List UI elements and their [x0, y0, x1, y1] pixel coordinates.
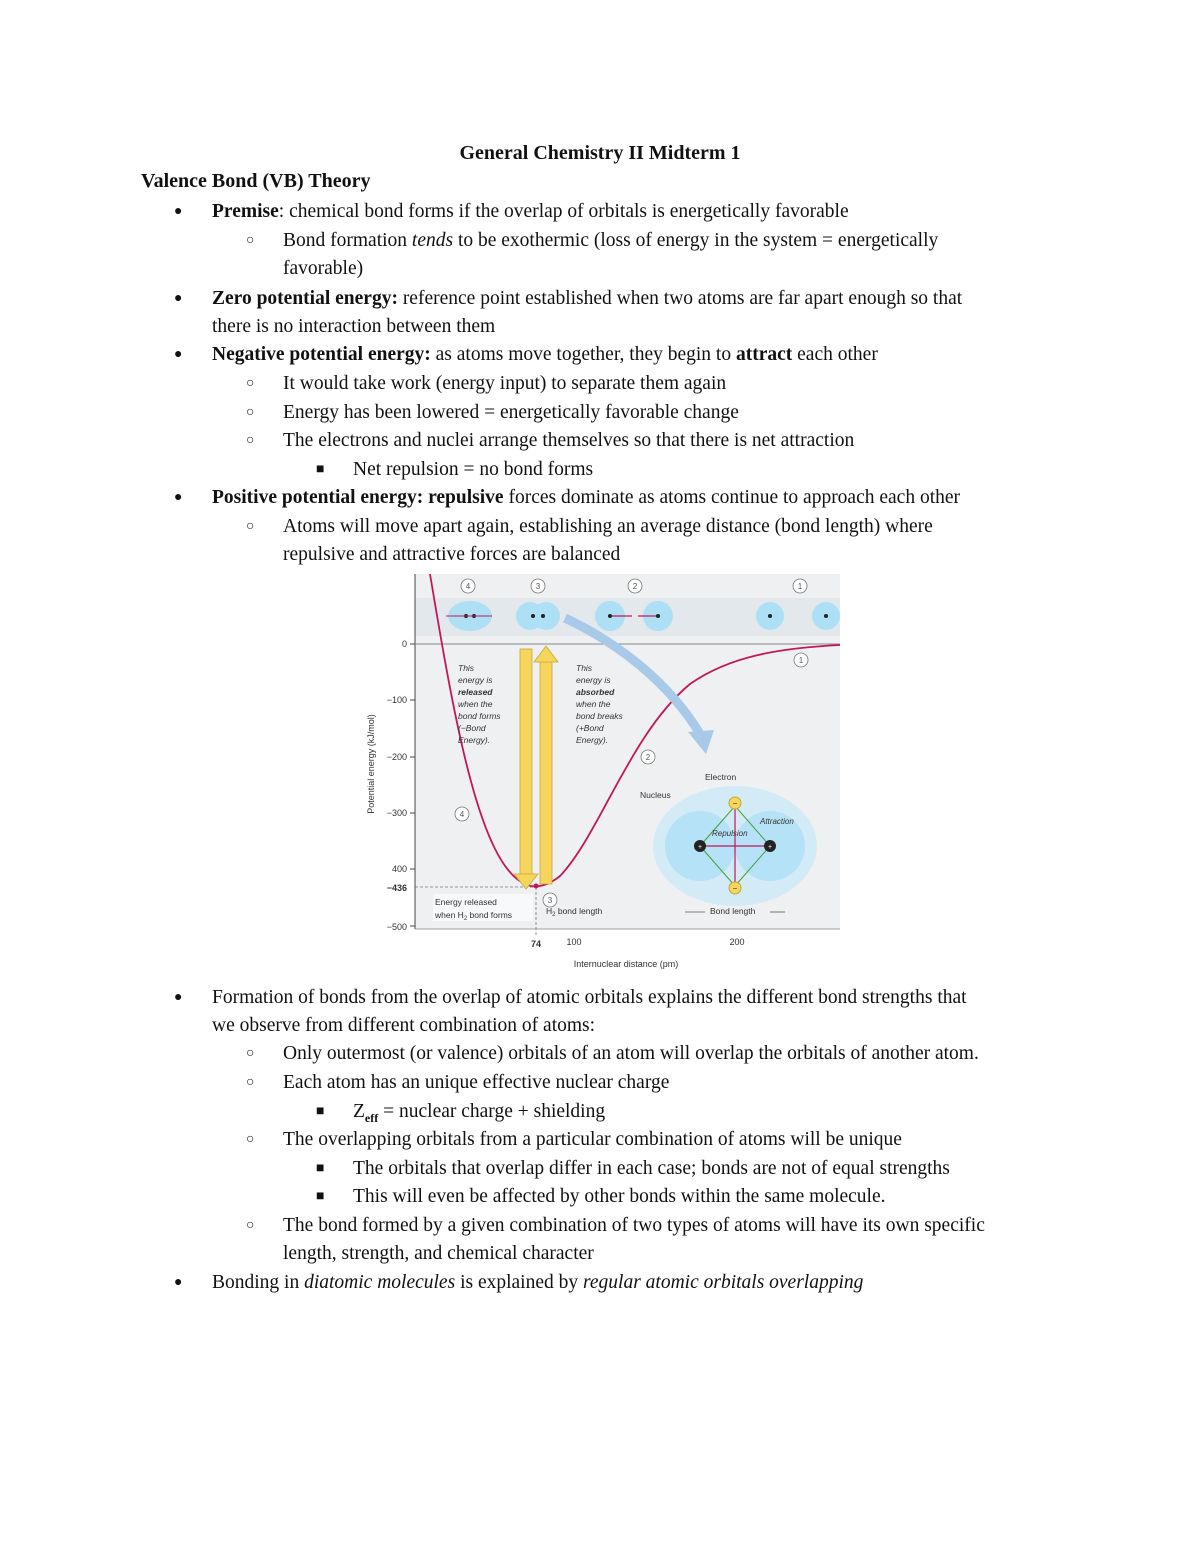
y-tick-label-min: −436 — [386, 883, 407, 893]
sub-bullet-outermost: Only outermost (or valence) orbitals of an atom will overlap the orbitals of another atom. — [283, 1043, 979, 1064]
bullet-diatomic: Bonding in diatomic molecules is explained by regular atomic orbitals overlapping — [212, 1272, 864, 1293]
circle-bullet-icon: ○ — [246, 376, 255, 391]
sub-bullet-unique-orbitals: The overlapping orbitals from a particular combination of atoms will be unique — [283, 1129, 902, 1150]
energy-released-label: Energy released — [435, 897, 497, 907]
electron-label: Electron — [705, 772, 737, 782]
bullet-positive-potential: Positive potential energy: repulsive forces dominate as atoms continue to approach each other — [212, 487, 961, 508]
square-bullet-icon: ■ — [316, 1161, 325, 1176]
sub-sub-bullet-zeff: $Z_{eff}$ = nuclear charge + shielding — [353, 1101, 606, 1125]
absorbed-text: This — [576, 663, 593, 673]
energy-absorbed-arrow — [540, 659, 552, 884]
released-text: This — [458, 663, 475, 673]
section-heading: Valence Bond (VB) Theory — [141, 170, 371, 192]
bullet-continued: we observe from different combination of atoms: — [212, 1015, 596, 1036]
circle-bullet-icon: ○ — [246, 1075, 255, 1090]
curve-minimum-point — [534, 884, 539, 889]
potential-energy-figure — [360, 574, 850, 974]
sub-sub-bullet-differ: The orbitals that overlap differ in each case; bonds are not of equal strengths — [353, 1158, 950, 1179]
electron-sign: − — [732, 884, 738, 893]
bullet-negative-potential: Negative potential energy: as atoms move together, they begin to attract each other — [212, 344, 878, 365]
absorbed-text: energy is — [576, 675, 611, 685]
x-tick-label: 74 — [530, 939, 542, 949]
sub-sub-bullet-affected: This will even be affected by other bonds within the same molecule. — [353, 1186, 886, 1207]
circle-bullet-icon: ○ — [246, 519, 255, 534]
released-text: energy is — [458, 675, 493, 685]
circle-bullet-icon: ○ — [246, 1132, 255, 1147]
bullet-premise: Premise: chemical bond forms if the overlap of orbitals is energetically favorable — [212, 201, 849, 222]
sub-bullet-continued: repulsive and attractive forces are balanced — [283, 544, 621, 565]
bullet-zero-potential: Zero potential energy: reference point established when two atoms are far apart enough so that — [212, 288, 963, 309]
stage-label: 4 — [465, 582, 471, 591]
circle-bullet-icon: ○ — [246, 233, 255, 248]
y-axis-label: Potential energy (kJ/mol) — [366, 714, 376, 814]
repulsion-label: Repulsion — [712, 829, 748, 838]
bullet-icon: ● — [174, 1275, 183, 1290]
circle-bullet-icon: ○ — [246, 1046, 255, 1061]
curve-stage-label: 4 — [459, 810, 465, 819]
absorbed-text: absorbed — [576, 687, 615, 697]
document-title: General Chemistry II Midterm 1 — [459, 142, 741, 164]
bullet-formation-of-bonds: Formation of bonds from the overlap of atomic orbitals explains the different bond strengths that — [212, 987, 967, 1008]
sub-sub-bullet-net-repulsion: Net repulsion = no bond forms — [353, 459, 594, 480]
circle-bullet-icon: ○ — [246, 433, 255, 448]
y-tick-label: −100 — [386, 695, 407, 705]
nucleus-label: Nucleus — [640, 790, 671, 800]
absorbed-text: (+Bond — [576, 723, 604, 733]
potential-energy-chart — [360, 574, 850, 974]
released-text: Energy). — [458, 735, 491, 745]
y-tick-label: −200 — [386, 752, 407, 762]
sub-bullet-continued: favorable) — [283, 258, 364, 279]
bullet-continued: there is no interaction between them — [212, 316, 496, 337]
y-tick-label: 0 — [401, 639, 407, 649]
nucleus-sign: + — [767, 844, 773, 851]
sub-bullet-continued: length, strength, and chemical character — [283, 1243, 594, 1264]
curve-stage-label: 1 — [798, 656, 804, 665]
released-text: when the — [458, 699, 493, 709]
circle-bullet-icon: ○ — [246, 1218, 255, 1233]
square-bullet-icon: ■ — [316, 462, 325, 477]
bullet-icon: ● — [174, 490, 183, 505]
sub-bullet-work: It would take work (energy input) to separate them again — [283, 373, 727, 394]
y-tick-label: 400 — [391, 864, 407, 874]
bullet-icon: ● — [174, 347, 183, 362]
bullet-icon: ● — [174, 204, 183, 219]
released-text: released — [458, 687, 493, 697]
absorbed-text: bond breaks — [576, 711, 623, 721]
y-tick-label: −300 — [386, 808, 407, 818]
x-axis-label: Internuclear distance (pm) — [573, 959, 679, 969]
bond-length-label: Bond length — [710, 906, 756, 916]
bullet-icon: ● — [174, 291, 183, 306]
attraction-label: Attraction — [760, 817, 794, 826]
circle-bullet-icon: ○ — [246, 405, 255, 420]
square-bullet-icon: ■ — [316, 1189, 325, 1204]
bullet-icon: ● — [174, 990, 183, 1005]
y-tick-label: −500 — [386, 922, 407, 932]
x-tick-label: 100 — [566, 937, 582, 947]
energy-released-label-2: when $H_2$ bond forms — [435, 910, 513, 922]
released-text: (−Bond — [458, 723, 486, 733]
stage-label: 3 — [535, 582, 541, 591]
curve-stage-label: 2 — [645, 753, 651, 762]
energy-released-arrow — [520, 649, 532, 879]
x-tick-label: 200 — [729, 937, 745, 947]
sub-bullet-bond-formed: The bond formed by a given combination of two types of atoms will have its own specific — [283, 1215, 985, 1236]
sub-bullet-energy-lowered: Energy has been lowered = energetically favorable change — [283, 402, 739, 423]
absorbed-text: when the — [576, 699, 611, 709]
sub-bullet-net-attraction: The electrons and nuclei arrange themselves so that there is net attraction — [283, 430, 855, 451]
h2-bond-length-label: $H_2$ bond length — [546, 906, 603, 918]
electron-sign: − — [732, 799, 738, 808]
absorbed-text: Energy). — [576, 735, 609, 745]
sub-bullet-bond-formation: Bond formation tends to be exothermic (loss of energy in the system = energetically — [283, 230, 939, 251]
square-bullet-icon: ■ — [316, 1104, 325, 1119]
stage-label: 1 — [797, 582, 803, 591]
stage-label: 2 — [632, 582, 638, 591]
curve-stage-label: 3 — [547, 896, 553, 905]
released-text: bond forms — [458, 711, 501, 721]
sub-bullet-atoms-move-apart: Atoms will move apart again, establishing an average distance (bond length) where — [283, 516, 933, 537]
sub-bullet-effective-charge: Each atom has an unique effective nuclear charge — [283, 1072, 670, 1093]
nucleus-sign: + — [697, 844, 703, 851]
